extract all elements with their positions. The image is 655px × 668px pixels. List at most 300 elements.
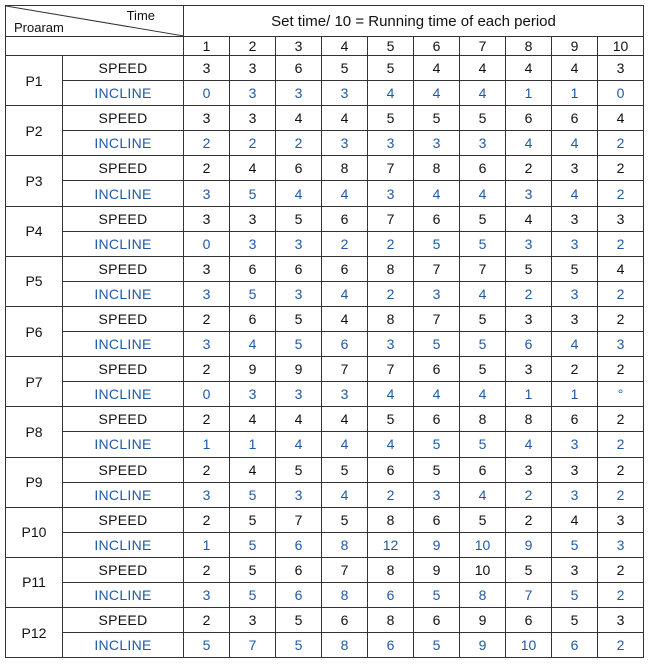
program-table: [5, 5, 644, 658]
incline-value: 3: [506, 181, 552, 206]
incline-row: [6, 382, 644, 407]
incline-value: 3: [276, 482, 322, 507]
header-row: [6, 6, 644, 37]
speed-value: 2: [506, 507, 552, 532]
speed-value: 7: [368, 357, 414, 382]
speed-value: 4: [276, 106, 322, 131]
incline-value: 2: [598, 281, 644, 306]
speed-label: SPEED: [63, 306, 184, 331]
incline-value: 7: [230, 633, 276, 658]
incline-value: 5: [230, 281, 276, 306]
incline-value: 3: [414, 131, 460, 156]
incline-row: [6, 482, 644, 507]
incline-value: 4: [460, 81, 506, 106]
incline-value: 4: [460, 482, 506, 507]
speed-value: 6: [414, 206, 460, 231]
incline-value: 3: [368, 181, 414, 206]
speed-value: 2: [184, 557, 230, 582]
incline-value: 4: [322, 281, 368, 306]
speed-value: 6: [414, 357, 460, 382]
incline-value: 6: [368, 633, 414, 658]
incline-value: 5: [460, 432, 506, 457]
incline-value: 5: [552, 582, 598, 607]
incline-value: 3: [184, 181, 230, 206]
incline-value: 0: [184, 81, 230, 106]
speed-value: 4: [230, 156, 276, 181]
speed-value: 7: [322, 557, 368, 582]
incline-value: 1: [184, 432, 230, 457]
speed-row: [6, 106, 644, 131]
incline-value: 9: [506, 532, 552, 557]
incline-value: 6: [276, 582, 322, 607]
incline-value: 3: [506, 231, 552, 256]
incline-value: 2: [598, 181, 644, 206]
incline-value: 6: [322, 332, 368, 357]
incline-value: 2: [506, 281, 552, 306]
speed-value: 6: [506, 106, 552, 131]
incline-value: 1: [506, 382, 552, 407]
speed-value: 6: [506, 608, 552, 633]
speed-value: 2: [598, 407, 644, 432]
incline-label: INCLINE: [63, 231, 184, 256]
speed-value: 6: [460, 156, 506, 181]
incline-value: 2: [598, 582, 644, 607]
speed-value: 3: [184, 106, 230, 131]
speed-value: 3: [506, 457, 552, 482]
incline-value: 4: [368, 382, 414, 407]
program-name: P6: [6, 306, 63, 356]
speed-value: 4: [552, 507, 598, 532]
speed-value: 4: [322, 106, 368, 131]
speed-value: 3: [598, 56, 644, 81]
speed-value: 8: [368, 507, 414, 532]
speed-value: 4: [322, 306, 368, 331]
incline-value: 10: [506, 633, 552, 658]
speed-value: 6: [322, 206, 368, 231]
incline-value: 2: [598, 482, 644, 507]
period-number: 2: [230, 37, 276, 56]
speed-row: [6, 156, 644, 181]
speed-value: 3: [598, 608, 644, 633]
speed-row: [6, 608, 644, 633]
incline-row: [6, 231, 644, 256]
speed-value: 5: [552, 608, 598, 633]
incline-value: 4: [230, 332, 276, 357]
incline-label: INCLINE: [63, 382, 184, 407]
speed-value: 4: [230, 407, 276, 432]
program-name: P9: [6, 457, 63, 507]
program-name: P10: [6, 507, 63, 557]
incline-value: 4: [552, 181, 598, 206]
speed-label: SPEED: [63, 407, 184, 432]
speed-value: 4: [414, 56, 460, 81]
incline-value: 5: [414, 231, 460, 256]
incline-value: 10: [460, 532, 506, 557]
incline-value: 7: [506, 582, 552, 607]
incline-row: [6, 332, 644, 357]
incline-value: 4: [368, 81, 414, 106]
speed-label: SPEED: [63, 457, 184, 482]
period-number: 9: [552, 37, 598, 56]
speed-value: 2: [506, 156, 552, 181]
incline-value: 2: [322, 231, 368, 256]
incline-value: 3: [322, 131, 368, 156]
speed-value: 6: [460, 457, 506, 482]
speed-value: 3: [506, 357, 552, 382]
incline-value: 3: [368, 332, 414, 357]
speed-value: 6: [322, 256, 368, 281]
incline-value: 5: [230, 582, 276, 607]
incline-value: 3: [230, 382, 276, 407]
speed-value: 3: [552, 156, 598, 181]
incline-label: INCLINE: [63, 532, 184, 557]
incline-value: 4: [506, 432, 552, 457]
speed-value: 6: [552, 106, 598, 131]
speed-row: [6, 557, 644, 582]
speed-value: 2: [184, 507, 230, 532]
incline-value: 4: [414, 181, 460, 206]
incline-row: [6, 432, 644, 457]
speed-value: 5: [414, 106, 460, 131]
speed-row: [6, 256, 644, 281]
speed-value: 3: [552, 306, 598, 331]
incline-row: [6, 281, 644, 306]
speed-label: SPEED: [63, 357, 184, 382]
incline-value: 8: [322, 633, 368, 658]
speed-value: 5: [368, 407, 414, 432]
incline-value: 0: [598, 81, 644, 106]
incline-value: 6: [368, 582, 414, 607]
incline-value: 0: [184, 382, 230, 407]
incline-value: 1: [552, 81, 598, 106]
period-number: 6: [414, 37, 460, 56]
period-number: 8: [506, 37, 552, 56]
incline-value: 3: [368, 131, 414, 156]
incline-row: [6, 532, 644, 557]
speed-value: 5: [506, 256, 552, 281]
speed-value: 8: [368, 608, 414, 633]
speed-value: 6: [276, 156, 322, 181]
speed-value: 4: [598, 256, 644, 281]
speed-row: [6, 457, 644, 482]
incline-value: 5: [230, 482, 276, 507]
incline-value: 3: [184, 332, 230, 357]
speed-row: [6, 357, 644, 382]
speed-value: 5: [460, 507, 506, 532]
period-number-blank: [6, 37, 184, 56]
incline-value: 3: [322, 382, 368, 407]
speed-value: 5: [322, 457, 368, 482]
incline-value: 3: [414, 281, 460, 306]
speed-label: SPEED: [63, 256, 184, 281]
corner-cell: [6, 6, 184, 37]
incline-value: 5: [184, 633, 230, 658]
incline-value: 3: [552, 482, 598, 507]
speed-value: 4: [230, 457, 276, 482]
speed-value: 2: [598, 357, 644, 382]
program-name: P8: [6, 407, 63, 457]
speed-value: 8: [368, 557, 414, 582]
incline-value: 8: [322, 532, 368, 557]
incline-value: 2: [368, 281, 414, 306]
incline-label: INCLINE: [63, 582, 184, 607]
speed-value: 3: [552, 557, 598, 582]
speed-value: 6: [276, 56, 322, 81]
speed-value: 8: [368, 306, 414, 331]
speed-value: 5: [322, 507, 368, 532]
speed-value: 8: [368, 256, 414, 281]
program-table-container: [5, 5, 644, 658]
incline-value: 5: [230, 181, 276, 206]
program-name: P7: [6, 357, 63, 407]
incline-value: 0: [184, 231, 230, 256]
program-name: P1: [6, 56, 63, 106]
speed-value: 6: [230, 256, 276, 281]
incline-value: 2: [598, 131, 644, 156]
speed-label: SPEED: [63, 56, 184, 81]
incline-value: 9: [460, 633, 506, 658]
speed-value: 2: [184, 357, 230, 382]
incline-value: 2: [230, 131, 276, 156]
speed-value: 8: [460, 407, 506, 432]
incline-value: 5: [414, 332, 460, 357]
incline-value: 3: [552, 231, 598, 256]
incline-value: 3: [552, 281, 598, 306]
speed-value: 5: [276, 306, 322, 331]
incline-value: 3: [230, 81, 276, 106]
incline-value: 9: [414, 532, 460, 557]
incline-value: 2: [184, 131, 230, 156]
speed-value: 5: [230, 507, 276, 532]
incline-value: 2: [506, 482, 552, 507]
incline-value: 5: [276, 332, 322, 357]
speed-value: 9: [276, 357, 322, 382]
speed-value: 6: [368, 457, 414, 482]
incline-value: 5: [414, 432, 460, 457]
speed-value: 2: [184, 608, 230, 633]
incline-value: 3: [598, 332, 644, 357]
incline-value: 5: [414, 582, 460, 607]
incline-value: 1: [184, 532, 230, 557]
incline-value: 8: [322, 582, 368, 607]
incline-label: INCLINE: [63, 81, 184, 106]
incline-value: 3: [276, 231, 322, 256]
incline-label: INCLINE: [63, 131, 184, 156]
speed-value: 3: [230, 56, 276, 81]
incline-row: [6, 131, 644, 156]
speed-value: 6: [414, 507, 460, 532]
period-number-row: [6, 37, 644, 56]
time-label: Time: [126, 8, 155, 23]
speed-value: 6: [276, 256, 322, 281]
speed-value: 5: [460, 357, 506, 382]
incline-value: 5: [276, 633, 322, 658]
speed-value: 5: [460, 106, 506, 131]
speed-value: 7: [414, 256, 460, 281]
speed-value: 3: [598, 507, 644, 532]
speed-value: 5: [460, 306, 506, 331]
period-number: 10: [598, 37, 644, 56]
incline-value: 2: [598, 633, 644, 658]
incline-value: 5: [230, 532, 276, 557]
incline-value: 2: [368, 231, 414, 256]
incline-value: 3: [276, 382, 322, 407]
incline-row: [6, 81, 644, 106]
speed-value: 6: [276, 557, 322, 582]
incline-value: 2: [598, 432, 644, 457]
speed-value: 6: [552, 407, 598, 432]
speed-value: 7: [414, 306, 460, 331]
speed-value: 5: [276, 206, 322, 231]
incline-row: [6, 181, 644, 206]
speed-value: 4: [598, 106, 644, 131]
incline-label: INCLINE: [63, 281, 184, 306]
speed-value: 7: [322, 357, 368, 382]
incline-value: 1: [506, 81, 552, 106]
speed-row: [6, 306, 644, 331]
speed-value: 9: [460, 608, 506, 633]
incline-label: INCLINE: [63, 432, 184, 457]
incline-value: 2: [368, 482, 414, 507]
period-number: 1: [184, 37, 230, 56]
speed-row: [6, 407, 644, 432]
speed-label: SPEED: [63, 608, 184, 633]
incline-value: 4: [552, 131, 598, 156]
incline-value: 5: [460, 332, 506, 357]
incline-value: °: [598, 382, 644, 407]
speed-value: 3: [552, 457, 598, 482]
speed-value: 7: [276, 507, 322, 532]
incline-value: 2: [276, 131, 322, 156]
incline-value: 6: [552, 633, 598, 658]
speed-value: 9: [230, 357, 276, 382]
incline-value: 12: [368, 532, 414, 557]
speed-value: 9: [414, 557, 460, 582]
speed-value: 3: [506, 306, 552, 331]
speed-value: 3: [552, 206, 598, 231]
speed-value: 4: [506, 56, 552, 81]
incline-value: 1: [230, 432, 276, 457]
speed-value: 2: [598, 457, 644, 482]
speed-value: 5: [506, 557, 552, 582]
incline-value: 3: [598, 532, 644, 557]
speed-value: 5: [230, 557, 276, 582]
speed-value: 2: [184, 156, 230, 181]
speed-value: 5: [414, 457, 460, 482]
incline-value: 4: [322, 181, 368, 206]
incline-value: 3: [322, 81, 368, 106]
incline-row: [6, 582, 644, 607]
speed-value: 5: [460, 206, 506, 231]
incline-value: 4: [460, 382, 506, 407]
incline-label: INCLINE: [63, 482, 184, 507]
speed-value: 2: [598, 557, 644, 582]
speed-value: 4: [506, 206, 552, 231]
period-number: 7: [460, 37, 506, 56]
speed-value: 7: [368, 206, 414, 231]
speed-value: 2: [184, 306, 230, 331]
speed-label: SPEED: [63, 507, 184, 532]
period-number: 4: [322, 37, 368, 56]
incline-label: INCLINE: [63, 633, 184, 658]
program-name: P11: [6, 557, 63, 607]
incline-label: INCLINE: [63, 332, 184, 357]
speed-value: 3: [230, 206, 276, 231]
incline-value: 4: [322, 482, 368, 507]
incline-value: 4: [276, 181, 322, 206]
speed-value: 3: [184, 56, 230, 81]
speed-value: 7: [368, 156, 414, 181]
incline-value: 4: [414, 81, 460, 106]
incline-value: 3: [460, 131, 506, 156]
incline-value: 4: [460, 181, 506, 206]
speed-value: 5: [276, 457, 322, 482]
program-label: Proaram: [14, 20, 64, 35]
speed-value: 2: [184, 407, 230, 432]
incline-value: 5: [460, 231, 506, 256]
program-name: P5: [6, 256, 63, 306]
incline-value: 4: [414, 382, 460, 407]
incline-value: 8: [460, 582, 506, 607]
speed-value: 6: [414, 407, 460, 432]
speed-value: 4: [322, 407, 368, 432]
speed-value: 3: [230, 106, 276, 131]
incline-value: 3: [552, 432, 598, 457]
program-name: P12: [6, 608, 63, 658]
program-name: P2: [6, 106, 63, 156]
speed-value: 10: [460, 557, 506, 582]
speed-value: 8: [414, 156, 460, 181]
speed-value: 7: [460, 256, 506, 281]
speed-value: 2: [598, 306, 644, 331]
speed-value: 4: [552, 56, 598, 81]
incline-value: 3: [276, 81, 322, 106]
incline-value: 3: [276, 281, 322, 306]
speed-value: 6: [322, 608, 368, 633]
speed-value: 2: [184, 457, 230, 482]
speed-label: SPEED: [63, 156, 184, 181]
incline-value: 4: [276, 432, 322, 457]
speed-value: 5: [276, 608, 322, 633]
speed-value: 5: [322, 56, 368, 81]
speed-value: 5: [552, 256, 598, 281]
speed-value: 6: [414, 608, 460, 633]
speed-value: 6: [230, 306, 276, 331]
incline-value: 3: [184, 482, 230, 507]
speed-value: 3: [184, 256, 230, 281]
speed-value: 3: [230, 608, 276, 633]
speed-value: 8: [506, 407, 552, 432]
incline-value: 1: [552, 382, 598, 407]
incline-value: 4: [322, 432, 368, 457]
incline-value: 3: [230, 231, 276, 256]
incline-label: INCLINE: [63, 181, 184, 206]
incline-row: [6, 633, 644, 658]
incline-value: 2: [598, 231, 644, 256]
incline-value: 3: [184, 281, 230, 306]
incline-value: 4: [552, 332, 598, 357]
speed-value: 2: [598, 156, 644, 181]
program-name: P3: [6, 156, 63, 206]
speed-row: [6, 206, 644, 231]
incline-value: 4: [368, 432, 414, 457]
speed-value: 5: [368, 106, 414, 131]
incline-value: 3: [184, 582, 230, 607]
incline-value: 5: [552, 532, 598, 557]
speed-row: [6, 56, 644, 81]
speed-label: SPEED: [63, 106, 184, 131]
speed-value: 2: [552, 357, 598, 382]
